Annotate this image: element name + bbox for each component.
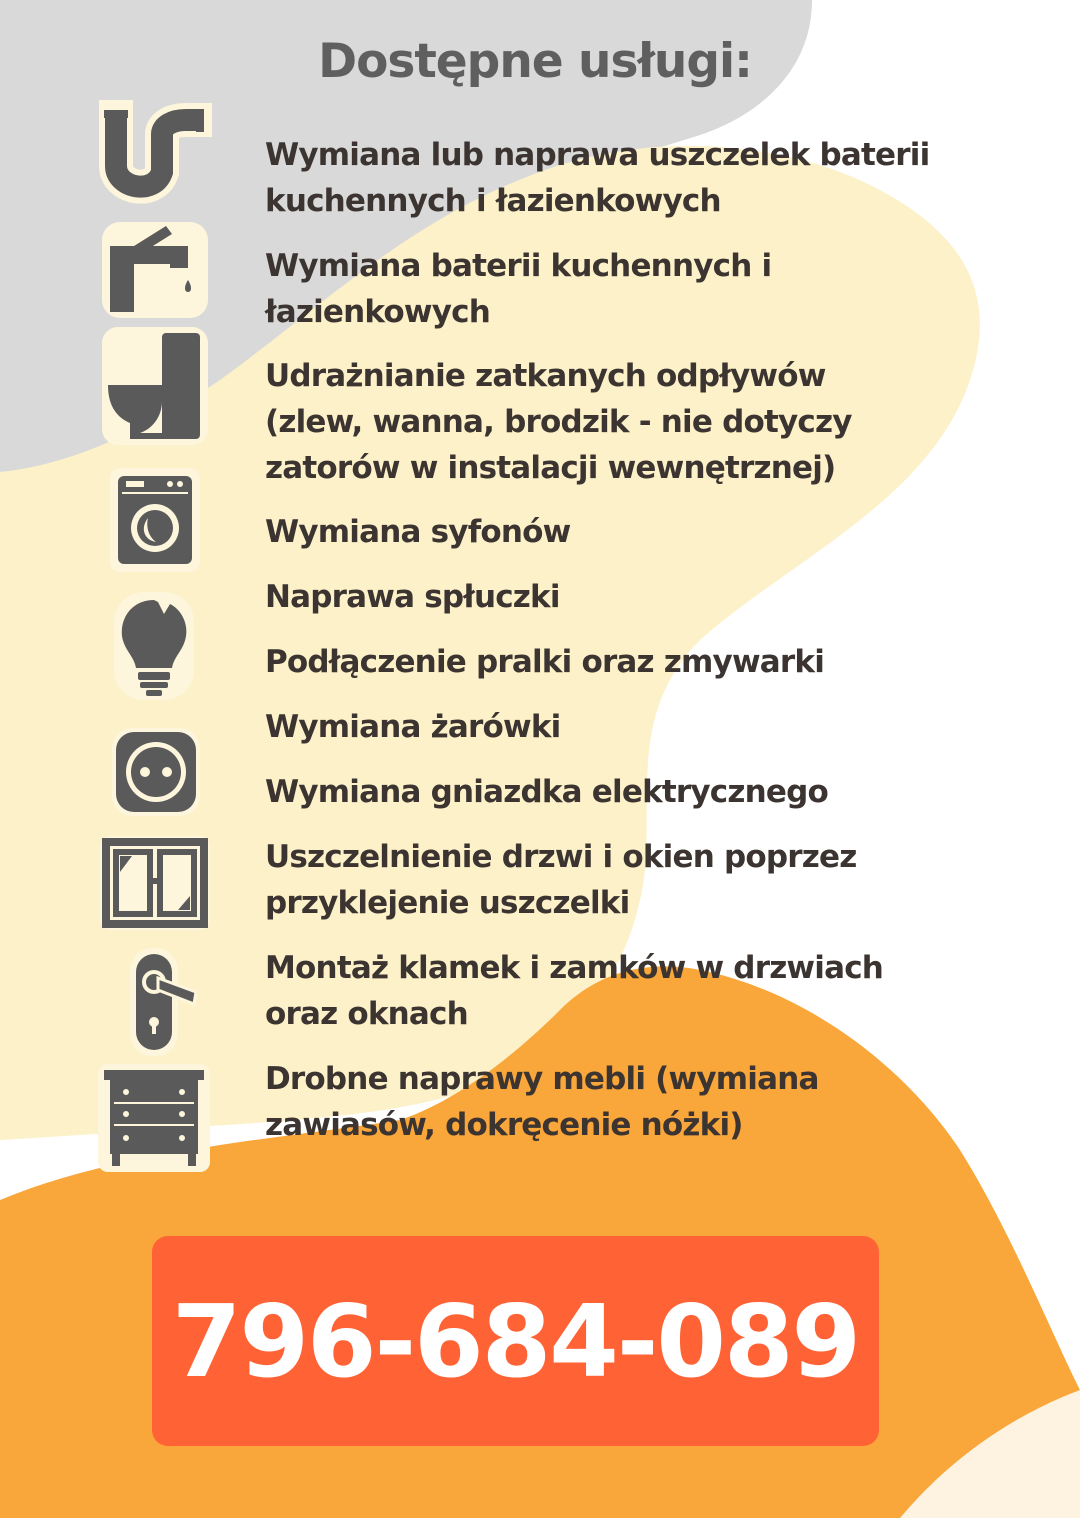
service-item: Montaż klamek i zamków w drzwiach oraz oknach [265, 950, 884, 1032]
door-handle-icon [128, 946, 202, 1058]
service-item: Podłączenie pralki oraz zmywarki [265, 644, 825, 680]
service-item: Wymiana syfonów [265, 514, 571, 550]
page-title: Dostępne usługi: [318, 34, 752, 89]
service-item: Drobne naprawy mebli (wymiana zawiasów, dokręcenie nóżki) [265, 1061, 819, 1143]
service-item: Wymiana żarówki [265, 709, 561, 745]
dresser-icon [96, 1062, 212, 1174]
faucet-icon [100, 220, 210, 320]
service-item: Wymiana gniazdka elektrycznego [265, 774, 829, 810]
service-item: Wymiana lub naprawa uszczelek baterii kuchennych i łazienkowych [265, 137, 930, 219]
washing-machine-icon [108, 466, 202, 574]
toilet-icon [100, 325, 210, 447]
service-item: Naprawa spłuczki [265, 579, 560, 615]
service-item: Uszczelnienie drzwi i okien poprzez przyklejenie uszczelki [265, 839, 857, 921]
power-socket-icon [110, 726, 202, 818]
window-icon [98, 834, 212, 932]
phone-banner[interactable] [152, 1236, 879, 1446]
service-item: Udrażnianie zatkanych odpływów (zlew, wanna, brodzik - nie dotyczy zatorów w instalacji wewnętrznej) [265, 358, 852, 486]
phone-number[interactable]: 796-684-089 [171, 1282, 860, 1400]
light-bulb-icon [112, 590, 196, 702]
service-item: Wymiana baterii kuchennych i łazienkowych [265, 248, 772, 330]
pipe-icon [96, 100, 212, 204]
